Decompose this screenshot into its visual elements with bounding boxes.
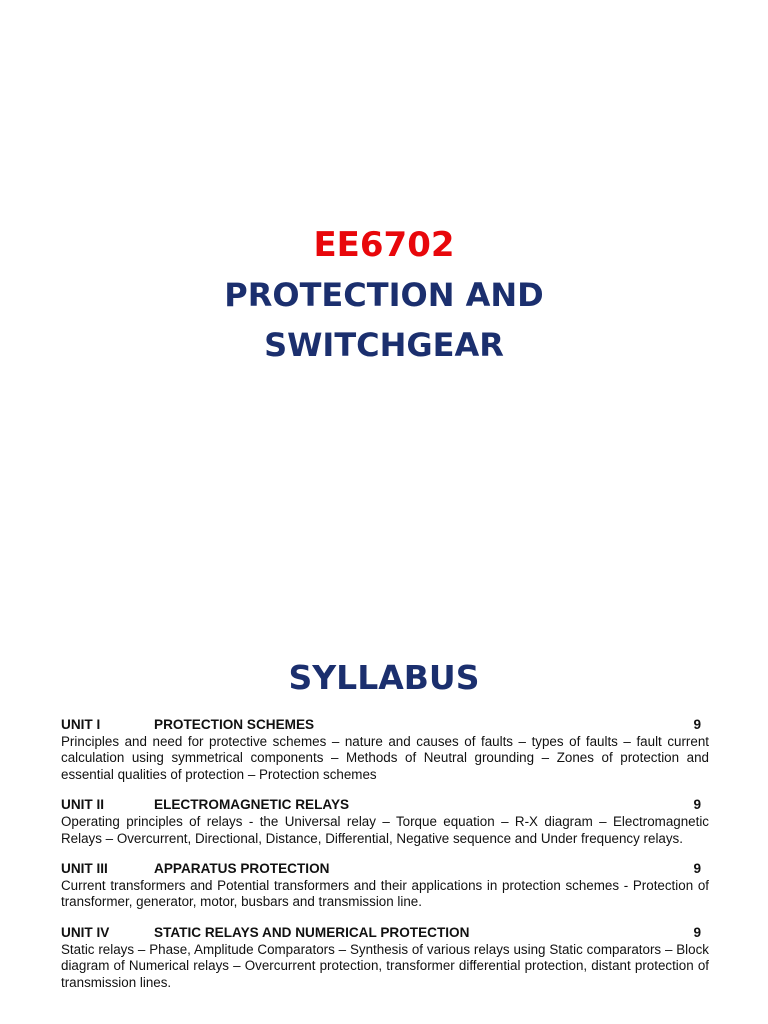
unit-hours: 9 <box>693 797 701 813</box>
unit-section <box>61 716 709 783</box>
unit-section <box>61 860 709 911</box>
course-title-line-1: PROTECTION AND <box>224 276 544 314</box>
unit-header <box>61 796 709 814</box>
unit-name: ELECTROMAGNETIC RELAYS <box>154 797 350 813</box>
unit-header <box>61 860 709 878</box>
unit-content: Principles and need for protective schemes – nature and causes of faults – types of faults – fault current calculation using symmetrical components – Methods of Neutral grounding – Zones of protection and essential qualities of protection – Protection schemes <box>61 734 709 782</box>
unit-header <box>61 716 709 734</box>
unit-header <box>61 924 709 942</box>
unit-name: APPARATUS PROTECTION <box>154 861 330 877</box>
unit-hours: 9 <box>693 717 701 732</box>
unit-hours: 9 <box>693 924 701 940</box>
course-code: EE6702 <box>313 225 455 265</box>
unit-number: UNIT III <box>61 861 108 877</box>
unit-name: STATIC RELAYS AND NUMERICAL PROTECTION <box>154 924 470 940</box>
unit-number: UNIT II <box>61 797 105 813</box>
unit-content: Current transformers and Potential transformers and their applications in protection schemes - Protection of transformer, generator, motor, busbars and transmission line. <box>61 878 709 910</box>
unit-number: UNIT IV <box>61 924 110 940</box>
unit-content: Static relays – Phase, Amplitude Comparators – Synthesis of various relays using Static comparators – Block diagram of Numerical relays – Overcurrent protection, transformer differential protection, distant protection of transmission lines. <box>61 941 709 990</box>
unit-section <box>61 924 709 991</box>
course-title-line-2: SWITCHGEAR <box>264 326 504 364</box>
unit-section <box>61 796 709 847</box>
unit-content: Operating principles of relays - the Universal relay – Torque equation – R-X diagram – Electromagnetic Relays – Overcurrent, Directional, Distance, Differential, Negative sequence and Under frequency relays. <box>61 814 709 846</box>
syllabus-list <box>61 716 709 1004</box>
unit-name: PROTECTION SCHEMES <box>154 717 315 732</box>
syllabus-heading: SYLLABUS <box>288 658 480 697</box>
unit-hours: 9 <box>693 861 701 877</box>
unit-number: UNIT I <box>61 717 101 732</box>
course-title-block <box>0 220 768 370</box>
